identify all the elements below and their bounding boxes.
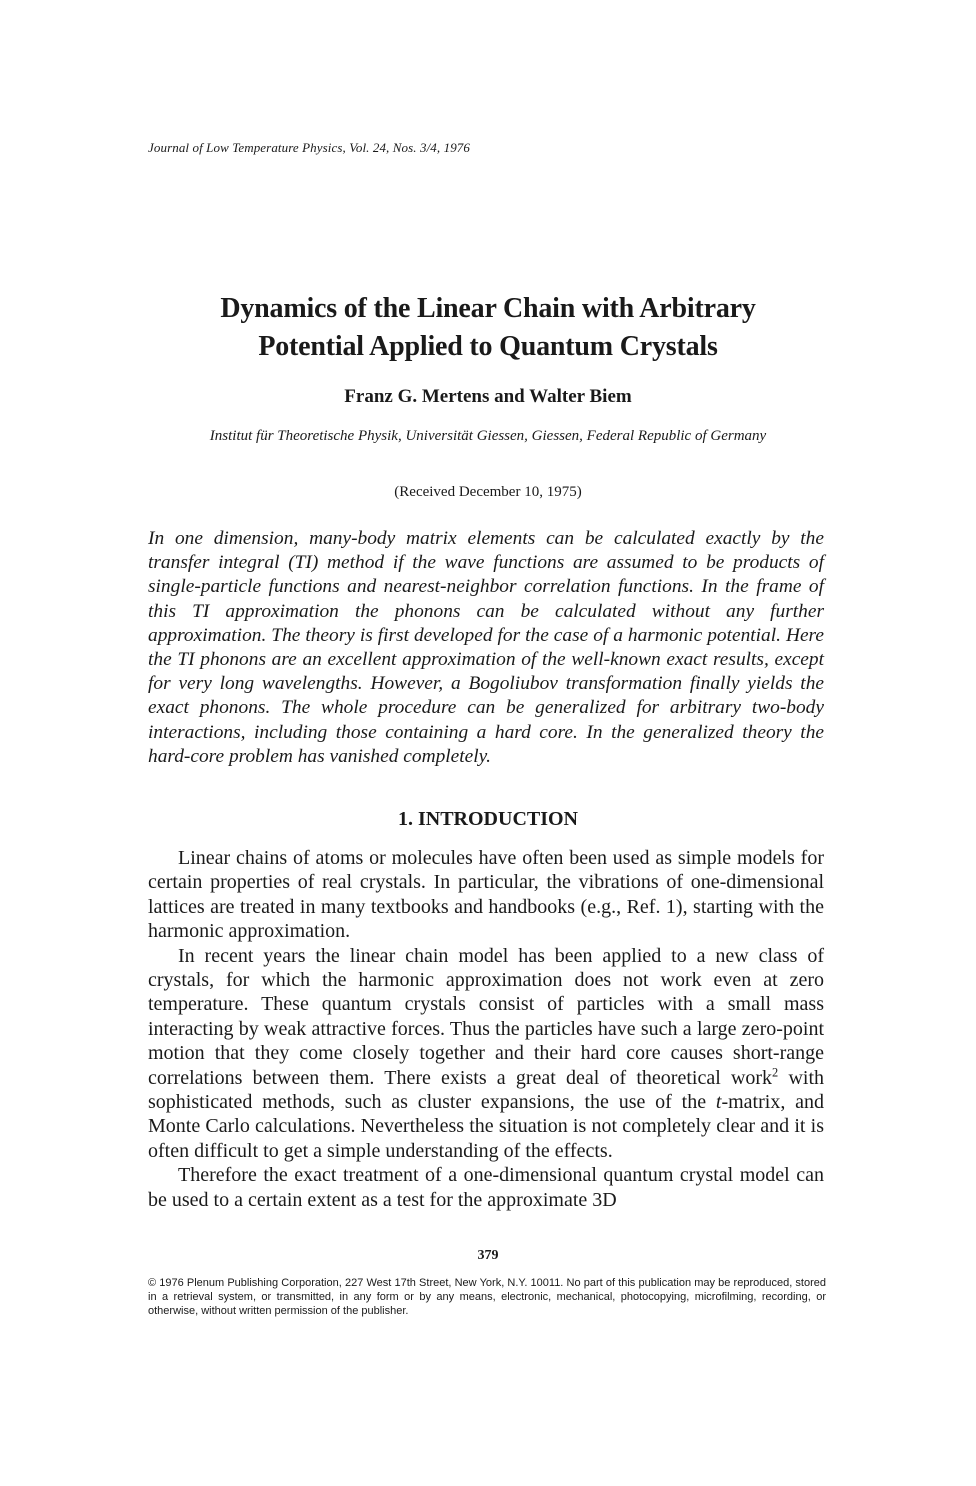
- journal-citation: Journal of Low Temperature Physics, Vol. 24, Nos. 3/4, 1976: [148, 140, 471, 155]
- copyright-notice: © 1976 Plenum Publishing Corporation, 227 West 17th Street, New York, N.Y. 10011. No part of this publication may be reproduced, stored in a retrieval system, or transmitted, in any form or by any means, electronic, mechanical, photocopying, microfilming, recording, or otherwise, without written permission of the publisher.: [148, 1277, 826, 1317]
- title-line-2: Potential Applied to Quantum Crystals: [258, 331, 718, 362]
- t-matrix-symbol: t: [715, 1091, 722, 1114]
- paragraph-2-text-a: In recent years the linear chain model has been applied to a new class of crystals, for which the harmonic approximation does not work even at zero temperature. These quantum crystals consist of particles with a small mass interacting by weak attractive forces. Thus the particles have such a large zero-point motion that they come closely together and their hard core causes short-range correlations between them. There exists a great deal of theoretical work: [148, 944, 824, 1089]
- abstract: In one dimension, many-body matrix elements can be calculated exactly by the transfer integral (TI) method if the wave functions are assumed to be products of single-particle functions and nearest-neighbor correlation functions. In the frame of this TI approximation the phonons can be calculated without any further approximation. The theory is first developed for the case of a harmonic potential. Here the TI phonons are an excellent approximation of the well-known exact results, except for very long wavelengths. However, a Bogoliubov transformation finally yields the exact phonons. The whole procedure can be generalized for arbitrary two-body interactions, including those containing a hard core. In the generalized theory the hard-core problem has vanished completely.: [148, 528, 824, 767]
- affiliation: Institut für Theoretische Physik, Universität Giessen, Giessen, Federal Republic of Germany: [209, 428, 767, 444]
- paper-title: [100, 290, 876, 366]
- page-number: 379: [477, 1248, 499, 1263]
- section-heading: 1. INTRODUCTION: [397, 808, 579, 830]
- authors: Franz G. Mertens and Walter Biem: [344, 386, 632, 407]
- paragraph-2-text-c: -matrix, and Monte Carlo calculations. Nevertheless the situation is not completely clear and it is often difficult to get a simple understanding of the effects.: [148, 1091, 824, 1162]
- received-date: (Received December 10, 1975): [394, 484, 582, 500]
- paragraph-3: Therefore the exact treatment of a one-dimensional quantum crystal model can be used to a certain extent as a test for the approximate 3D: [148, 1164, 824, 1211]
- title-line-1: Dynamics of the Linear Chain with Arbitrary: [220, 293, 756, 324]
- paragraph-2-text-b: with sophisticated methods, such as cluster expansions, the use of the: [148, 1066, 824, 1114]
- paragraph-1: Linear chains of atoms or molecules have often been used as simple models for certain properties of real crystals. In particular, the vibrations of one-dimensional lattices are treated in many textbooks and handbooks (e.g., Ref. 1), starting with the harmonic approximation.: [148, 847, 824, 943]
- paragraph-2: [148, 944, 824, 1164]
- reference-superscript: 2: [772, 1065, 779, 1079]
- introduction-body: [148, 846, 824, 1212]
